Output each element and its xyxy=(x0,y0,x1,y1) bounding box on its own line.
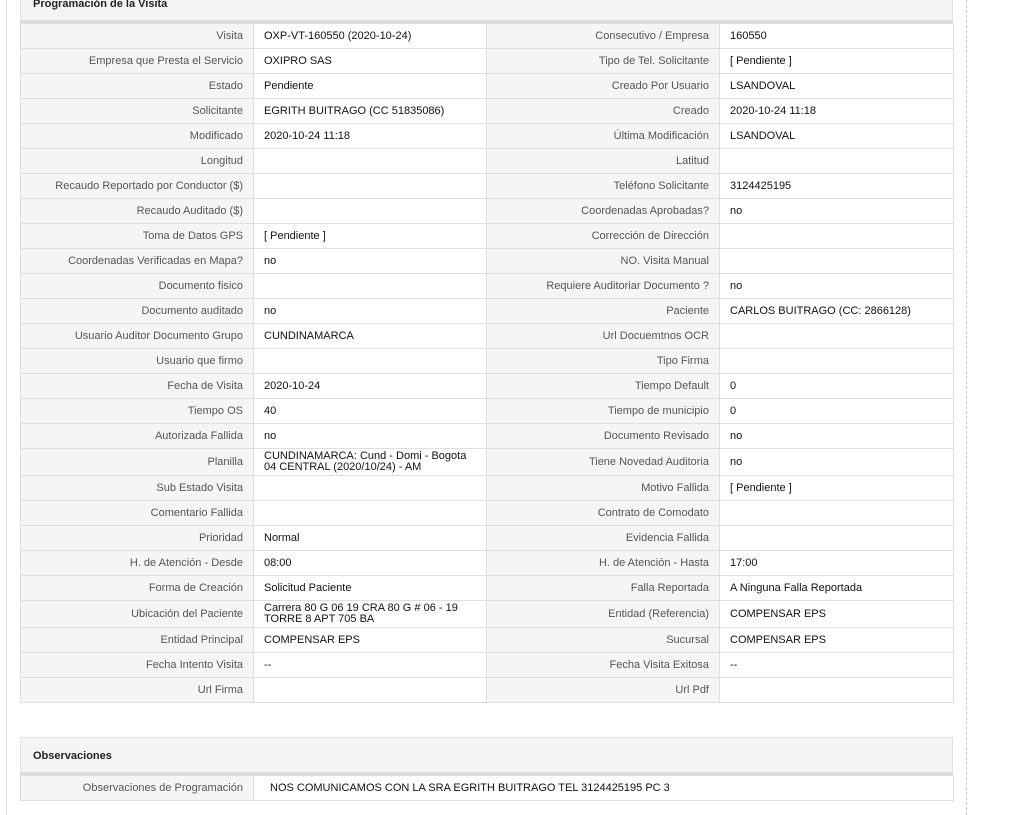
field-label: Solicitante xyxy=(21,99,254,124)
observaciones-label: Observaciones de Programación xyxy=(21,776,254,801)
field-label: Evidencia Fallida xyxy=(487,526,720,551)
field-label: Ubicación del Paciente xyxy=(21,601,254,628)
observaciones-table xyxy=(20,775,954,801)
field-value: no xyxy=(720,449,954,476)
field-label: Fecha Visita Exitosa xyxy=(487,653,720,678)
field-value xyxy=(720,224,954,249)
field-label: Url Firma xyxy=(21,678,254,703)
field-label: Falla Reportada xyxy=(487,576,720,601)
field-value: no xyxy=(254,249,487,274)
field-value: no xyxy=(254,424,487,449)
field-label: Contrato de Comodato xyxy=(487,501,720,526)
field-value: Normal xyxy=(254,526,487,551)
field-value: OXP-VT-160550 (2020-10-24) xyxy=(254,24,487,49)
field-label: Coordenadas Verificadas en Mapa? xyxy=(21,249,254,274)
field-label: Usuario que firmo xyxy=(21,349,254,374)
observaciones-panel-title: Observaciones xyxy=(20,737,953,775)
field-value: no xyxy=(720,199,954,224)
field-label: Documento auditado xyxy=(21,299,254,324)
field-value: [ Pendiente ] xyxy=(254,224,487,249)
field-label: Tiempo de municipio xyxy=(487,399,720,424)
field-label: Consecutivo / Empresa xyxy=(487,24,720,49)
observaciones-panel xyxy=(20,737,953,801)
field-value xyxy=(720,501,954,526)
field-label: Documento Revisado xyxy=(487,424,720,449)
field-value: 0 xyxy=(720,374,954,399)
field-value: 2020-10-24 11:18 xyxy=(254,124,487,149)
observaciones-row xyxy=(21,776,954,801)
field-value xyxy=(254,149,487,174)
field-value: Pendiente xyxy=(254,74,487,99)
field-value: CARLOS BUITRAGO (CC: 2866128) xyxy=(720,299,954,324)
detail-row xyxy=(21,601,954,628)
field-label: Toma de Datos GPS xyxy=(21,224,254,249)
field-value: LSANDOVAL xyxy=(720,74,954,99)
detail-row xyxy=(21,526,954,551)
field-label: Empresa que Presta el Servicio xyxy=(21,49,254,74)
field-value: 160550 xyxy=(720,24,954,49)
field-value: no xyxy=(254,299,487,324)
detail-row xyxy=(21,324,954,349)
field-label: Tipo de Tel. Solicitante xyxy=(487,49,720,74)
field-label: Documento fisico xyxy=(21,274,254,299)
field-value xyxy=(254,174,487,199)
field-label: Corrección de Dirección xyxy=(487,224,720,249)
field-label: Sub Estado Visita xyxy=(21,476,254,501)
detail-row xyxy=(21,678,954,703)
field-value xyxy=(254,199,487,224)
visit-details-table xyxy=(20,23,954,703)
detail-row xyxy=(21,99,954,124)
field-value xyxy=(254,501,487,526)
field-value xyxy=(720,349,954,374)
field-label: Url Pdf xyxy=(487,678,720,703)
field-label: Forma de Creación xyxy=(21,576,254,601)
field-value: Solicitud Paciente xyxy=(254,576,487,601)
detail-row xyxy=(21,124,954,149)
detail-row xyxy=(21,576,954,601)
observaciones-value: NOS COMUNICAMOS CON LA SRA EGRITH BUITRAGO TEL 3124425195 PC 3 xyxy=(254,776,954,801)
field-value xyxy=(254,678,487,703)
detail-row xyxy=(21,551,954,576)
field-value: EGRITH BUITRAGO (CC 51835086) xyxy=(254,99,487,124)
field-label: Motivo Fallida xyxy=(487,476,720,501)
detail-row xyxy=(21,399,954,424)
field-value xyxy=(254,274,487,299)
field-label: Comentario Fallida xyxy=(21,501,254,526)
field-label: NO. Visita Manual xyxy=(487,249,720,274)
field-label: Recaudo Reportado por Conductor ($) xyxy=(21,174,254,199)
field-value: [ Pendiente ] xyxy=(720,476,954,501)
page-left-border xyxy=(6,0,7,815)
detail-row xyxy=(21,274,954,299)
field-label: Visita xyxy=(21,24,254,49)
field-value: 08:00 xyxy=(254,551,487,576)
page-right-dashed-border xyxy=(966,0,967,815)
field-label: Tiempo Default xyxy=(487,374,720,399)
detail-row xyxy=(21,449,954,476)
detail-row xyxy=(21,349,954,374)
field-value xyxy=(720,526,954,551)
field-value xyxy=(720,324,954,349)
field-label: Requiere Auditoriar Documento ? xyxy=(487,274,720,299)
field-value: COMPENSAR EPS xyxy=(254,628,487,653)
field-label: Tipo Firma xyxy=(487,349,720,374)
field-label: Coordenadas Aprobadas? xyxy=(487,199,720,224)
field-label: Paciente xyxy=(487,299,720,324)
detail-row xyxy=(21,628,954,653)
detail-row xyxy=(21,49,954,74)
field-label: Fecha de Visita xyxy=(21,374,254,399)
field-label: H. de Atención - Desde xyxy=(21,551,254,576)
field-value: A Ninguna Falla Reportada xyxy=(720,576,954,601)
detail-row xyxy=(21,249,954,274)
detail-row xyxy=(21,299,954,324)
detail-row xyxy=(21,476,954,501)
field-value: -- xyxy=(254,653,487,678)
field-label: Autorizada Fallida xyxy=(21,424,254,449)
field-value: COMPENSAR EPS xyxy=(720,601,954,628)
field-value: [ Pendiente ] xyxy=(720,49,954,74)
detail-row xyxy=(21,174,954,199)
programacion-panel xyxy=(20,0,953,703)
detail-row xyxy=(21,224,954,249)
field-value: 2020-10-24 11:18 xyxy=(720,99,954,124)
field-label: Creado Por Usuario xyxy=(487,74,720,99)
field-label: Prioridad xyxy=(21,526,254,551)
field-value: 40 xyxy=(254,399,487,424)
field-value xyxy=(720,678,954,703)
field-value xyxy=(720,249,954,274)
field-label: Estado xyxy=(21,74,254,99)
field-label: Recaudo Auditado ($) xyxy=(21,199,254,224)
field-label: Tiempo OS xyxy=(21,399,254,424)
field-value xyxy=(720,149,954,174)
field-value: LSANDOVAL xyxy=(720,124,954,149)
field-value: COMPENSAR EPS xyxy=(720,628,954,653)
field-value xyxy=(254,476,487,501)
field-label: Url Docuemtnos OCR xyxy=(487,324,720,349)
field-label: Fecha Intento Visita xyxy=(21,653,254,678)
field-label: Usuario Auditor Documento Grupo xyxy=(21,324,254,349)
field-value: 17:00 xyxy=(720,551,954,576)
detail-row xyxy=(21,199,954,224)
field-value: no xyxy=(720,424,954,449)
field-label: Última Modificación xyxy=(487,124,720,149)
field-value: 3124425195 xyxy=(720,174,954,199)
detail-row xyxy=(21,424,954,449)
field-label: Teléfono Solicitante xyxy=(487,174,720,199)
field-value: Carrera 80 G 06 19 CRA 80 G # 06 - 19 TORRE 8 APT 705 BA xyxy=(254,601,487,628)
field-label: Planilla xyxy=(21,449,254,476)
field-label: Creado xyxy=(487,99,720,124)
detail-row xyxy=(21,24,954,49)
field-label: Entidad Principal xyxy=(21,628,254,653)
programacion-panel-title: Programación de la Visita xyxy=(20,0,953,23)
field-label: Tiene Novedad Auditoria xyxy=(487,449,720,476)
field-value: -- xyxy=(720,653,954,678)
detail-row xyxy=(21,74,954,99)
detail-row xyxy=(21,374,954,399)
detail-row xyxy=(21,149,954,174)
field-value: 2020-10-24 xyxy=(254,374,487,399)
detail-row xyxy=(21,653,954,678)
detail-row xyxy=(21,501,954,526)
field-label: Latitud xyxy=(487,149,720,174)
field-value xyxy=(254,349,487,374)
field-value: 0 xyxy=(720,399,954,424)
field-value: CUNDINAMARCA: Cund - Domi - Bogota 04 CENTRAL (2020/10/24) - AM xyxy=(254,449,487,476)
field-label: Modificado xyxy=(21,124,254,149)
field-label: Longitud xyxy=(21,149,254,174)
field-label: Entidad (Referencia) xyxy=(487,601,720,628)
field-label: H. de Atención - Hasta xyxy=(487,551,720,576)
field-value: no xyxy=(720,274,954,299)
field-value: CUNDINAMARCA xyxy=(254,324,487,349)
field-value: OXIPRO SAS xyxy=(254,49,487,74)
field-label: Sucursal xyxy=(487,628,720,653)
